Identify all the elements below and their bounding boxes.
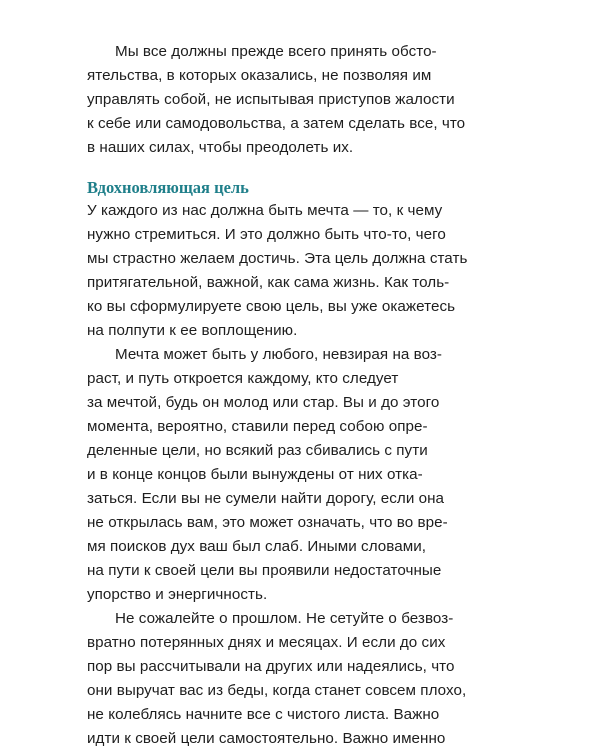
paragraph-3-line: заться. Если вы не сумели найти дорогу, если она bbox=[87, 490, 445, 507]
paragraph-3-line: Мечта может быть у любого, невзирая на воз- bbox=[115, 346, 443, 363]
paragraph-3-line: не открылась вам, это может означать, что во вре- bbox=[87, 514, 448, 531]
paragraph-1-line: к себе или самодовольства, а затем сделать все, что bbox=[87, 115, 466, 132]
paragraph-2-line: ко вы сформулируете свою цель, вы уже окажетесь bbox=[87, 298, 456, 315]
paragraph-2-line: мы страстно желаем достичь. Эта цель должна стать bbox=[87, 250, 468, 267]
paragraph-4-line: Не сожалейте о прошлом. Не сетуйте о безвоз- bbox=[115, 610, 454, 627]
paragraph-3-line: раст, и путь откроется каждому, кто следует bbox=[87, 370, 399, 387]
paragraph-3-line: момента, вероятно, ставили перед собою опре- bbox=[87, 418, 428, 435]
paragraph-4-line: идти к своей цели самостоятельно. Важно именно bbox=[87, 730, 446, 747]
paragraph-1-line: ятельства, в которых оказались, не позволяя им bbox=[87, 67, 432, 84]
paragraph-2-line: У каждого из нас должна быть мечта — то, к чему bbox=[87, 202, 443, 219]
paragraph-3-line: деленные цели, но всякий раз сбивались с пути bbox=[87, 442, 428, 459]
paragraph-3-line: упорство и энергичность. bbox=[87, 586, 268, 603]
section-heading: Вдохновляющая цель bbox=[87, 178, 249, 197]
paragraph-1-line: Мы все должны прежде всего принять обсто- bbox=[115, 43, 437, 60]
paragraph-3-line: за мечтой, будь он молод или стар. Вы и до этого bbox=[87, 394, 440, 411]
paragraph-4-line: не колеблясь начните все с чистого листа. Важно bbox=[87, 706, 440, 723]
paragraph-2-line: нужно стремиться. И это должно быть что-то, чего bbox=[87, 226, 446, 243]
paragraph-3-line: и в конце концов были вынуждены от них отка- bbox=[87, 466, 423, 483]
paragraph-4-line: они выручат вас из беды, когда станет совсем плохо, bbox=[87, 682, 467, 699]
paragraph-4-line: пор вы рассчитывали на других или надеялись, что bbox=[87, 658, 455, 675]
paragraph-4-line: вратно потерянных днях и месяцах. И если до сих bbox=[87, 634, 446, 651]
paragraph-1-line: управлять собой, не испытывая приступов жалости bbox=[87, 91, 455, 108]
paragraph-2-line: притягательной, важной, как сама жизнь. Как толь- bbox=[87, 274, 450, 291]
paragraph-1-line: в наших силах, чтобы преодолеть их. bbox=[87, 139, 354, 156]
paragraph-3-line: на пути к своей цели вы проявили недостаточные bbox=[87, 562, 442, 579]
paragraph-2-line: на полпути к ее воплощению. bbox=[87, 322, 298, 339]
paragraph-3-line: мя поисков дух ваш был слаб. Иными словами, bbox=[87, 538, 427, 555]
